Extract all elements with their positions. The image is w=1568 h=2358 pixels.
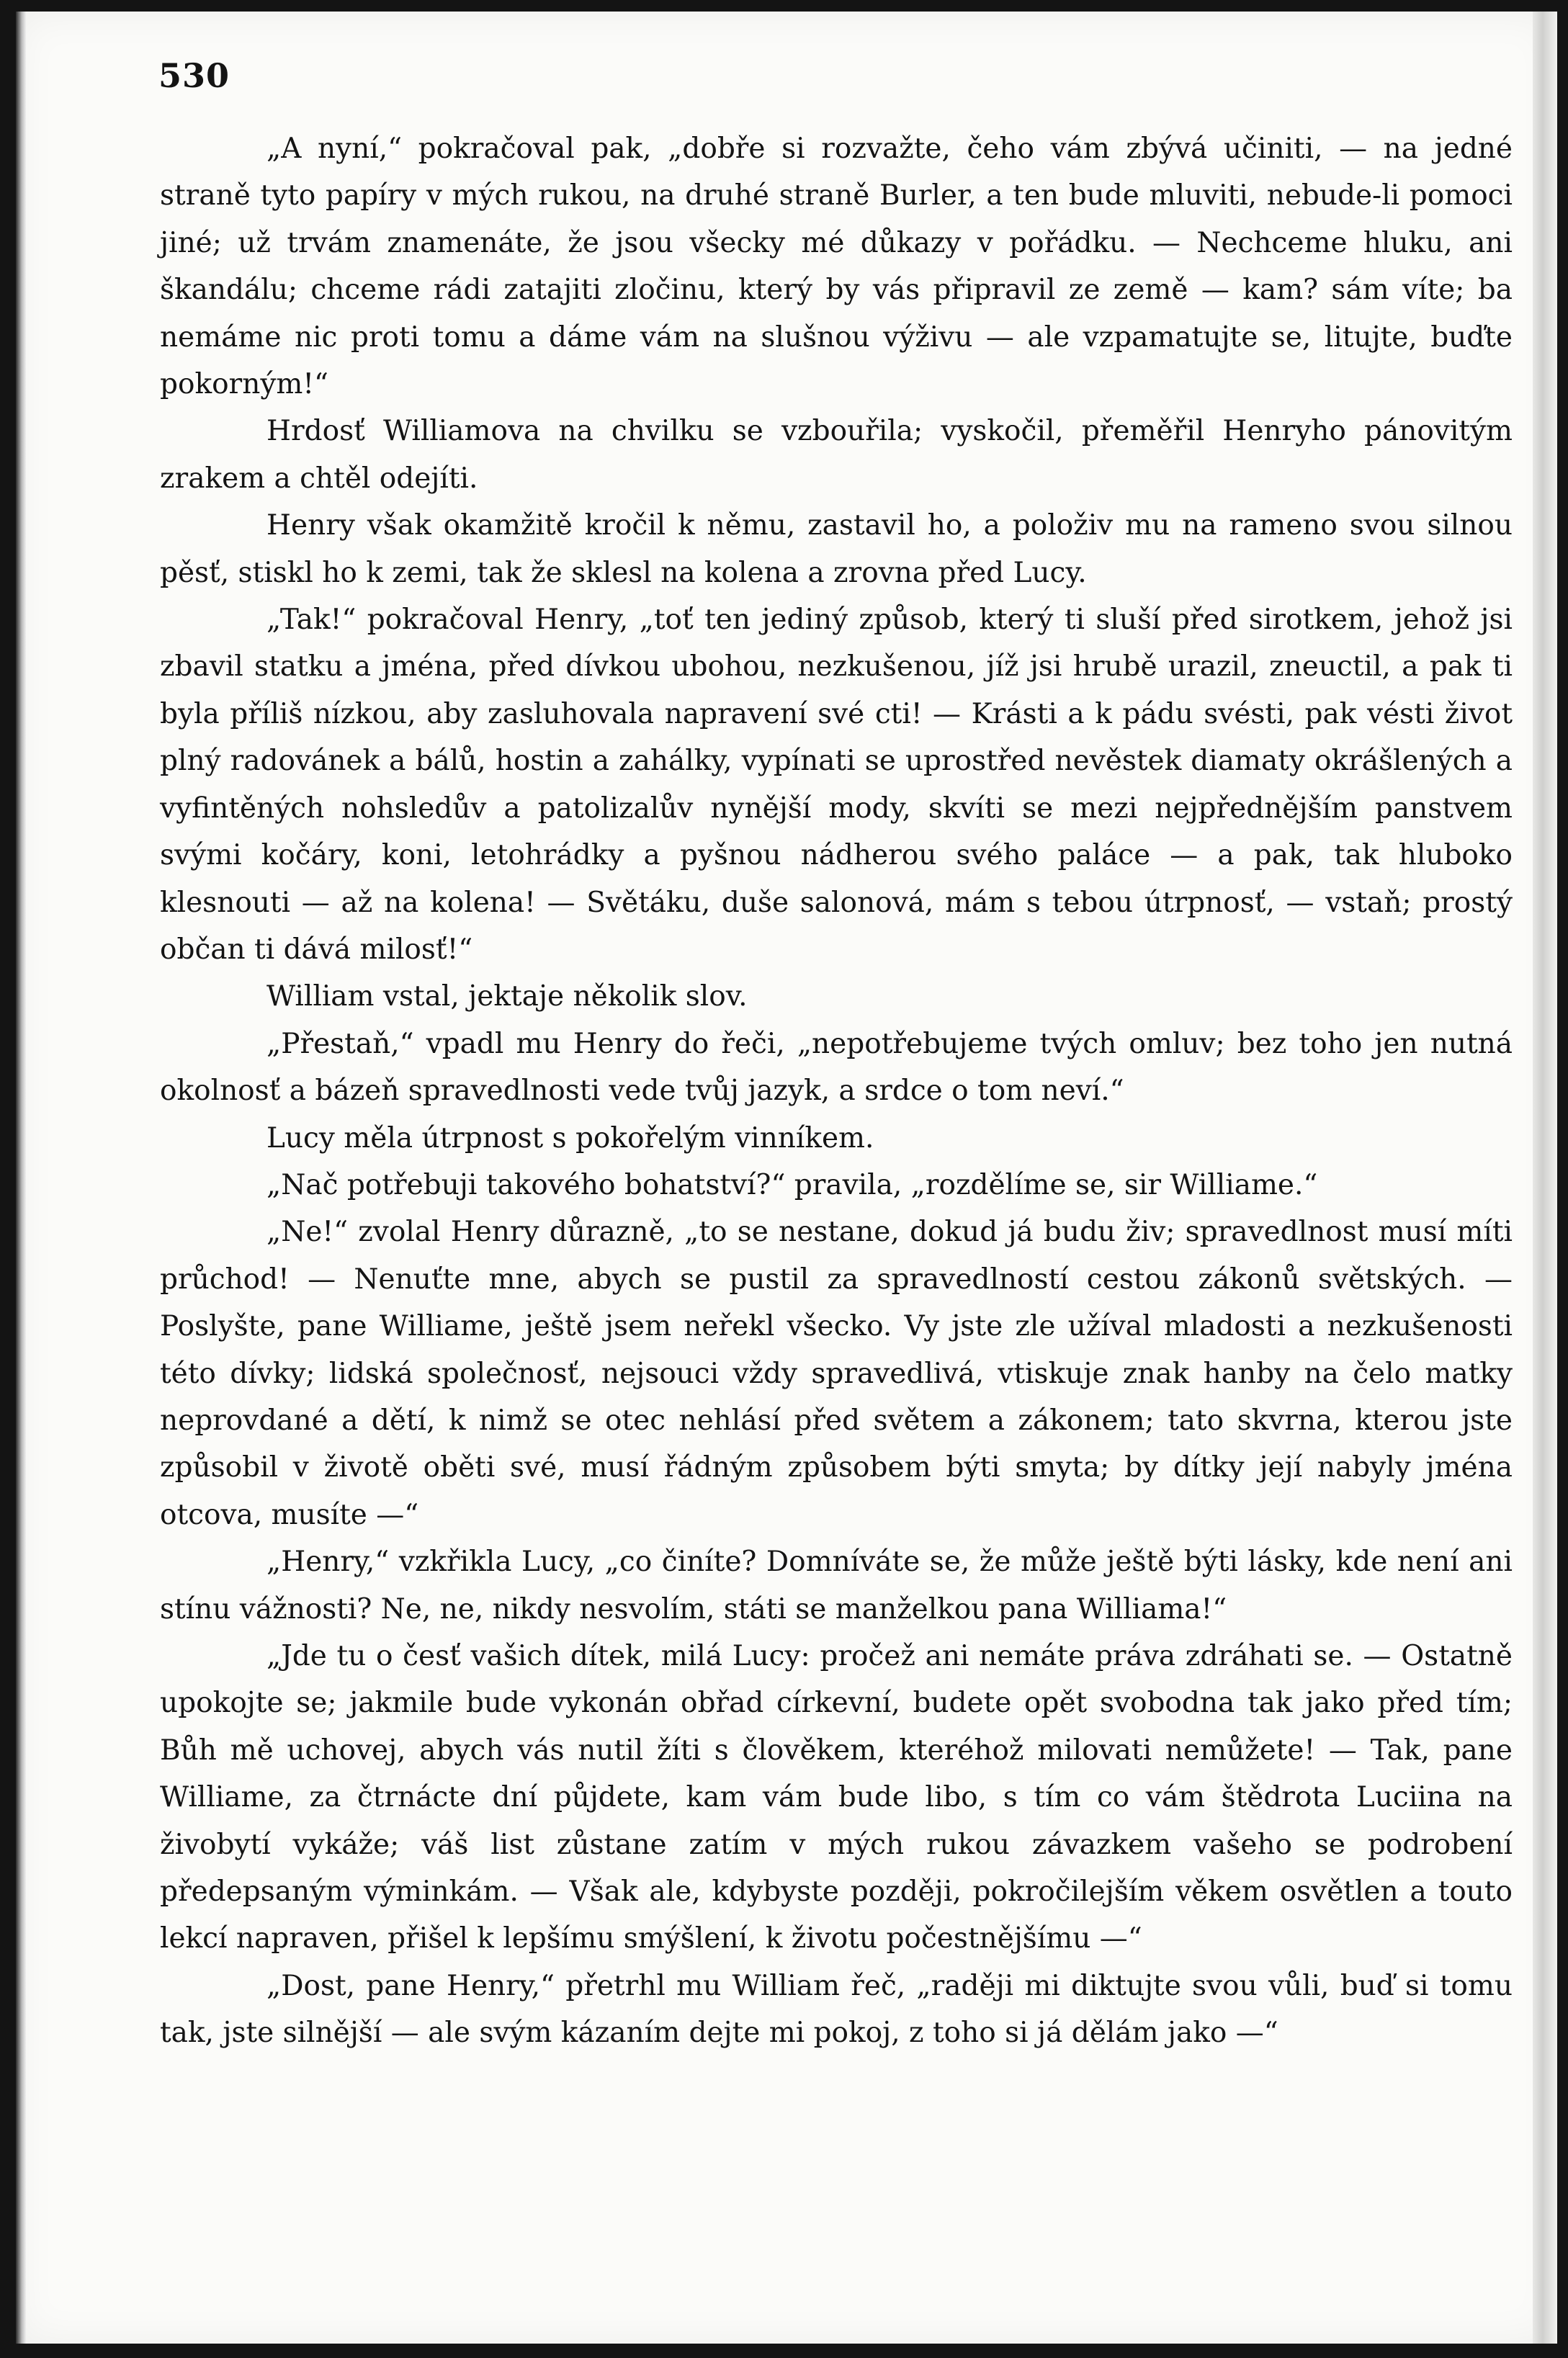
paragraph: „A nyní,“ pokračoval pak, „dobře si rozvažte, čeho vám zbývá učiniti, — na jedné straně tyto papíry v mých rukou, na druhé straně Burler, a ten bude mluviti, nebude-li pomoci jiné; už trvám znamenáte, že jsou všecky mé důkazy v pořádku. — Nechceme hluku, ani škandálu; chceme rádi zatajiti zločinu, který by vás připravil ze země — kam? sám víte; ba nemáme nic proti tomu a dáme vám na slušnou výživu — ale vzpamatujte se, litujte, buďte pokorným!“: [160, 133, 1513, 401]
paragraph: „Nač potřebuji takového bohatství?“ pravila, „rozdělíme se, sir Williame.“: [266, 1168, 1318, 1201]
paragraph: William vstal, jektaje několik slov.: [266, 980, 748, 1013]
body-text: [160, 125, 1513, 2057]
paragraph: „Henry,“ vzkřikla Lucy, „co činíte? Domníváte se, že může ještě býti lásky, kde není ani stínu vážnosti? Ne, ne, nikdy nesvolím, státi se manželkou pana Williama!“: [160, 1546, 1513, 1626]
paragraph: „Ne!“ zvolal Henry důrazně, „to se nestane, dokud já budu živ; spravedlnost musí míti průchod! — Nenuťte mne, abych se pustil za spravedlností cestou zákonů světských. — Poslyšte, pane Williame, ještě jsem neřekl všecko. Vy jste zle užíval mladosti a nezkušenosti této dívky; lidská společnosť, nejsouci vždy spravedlivá, vtiskuje znak hanby na čelo matky neprovdané a dětí, k nimž se otec nehlásí před světem a zákonem; tato skvrna, kterou jste způsobil v životě oběti své, musí řádným způsobem býti smyta; by dítky její nabyly jména otcova, musíte —“: [160, 1216, 1513, 1531]
paragraph: Lucy měla útrpnost s pokořelým vinníkem.: [266, 1121, 874, 1155]
paragraph: „Dost, pane Henry,“ přetrhl mu William řeč, „raději mi diktujte svou vůli, buď si tomu tak, jste silnější — ale svým kázaním dejte mi pokoj, z toho si já dělám jako —“: [160, 1969, 1513, 2050]
paragraph: Hrdosť Williamova na chvilku se vzbouřila; vyskočil, přeměřil Henryho pánovitým zrakem a chtěl odejíti.: [160, 415, 1513, 495]
paragraph: „Přestaň,“ vpadl mu Henry do řeči, „nepotřebujeme tvých omluv; bez toho jen nutná okolnosť a bázeň spravedlnosti vede tvůj jazyk, a srdce o tom neví.“: [160, 1027, 1513, 1108]
paragraph: „Tak!“ pokračoval Henry, „toť ten jediný způsob, který ti sluší před sirotkem, jehož jsi zbavil statku a jména, před dívkou ubohou, nezkušenou, jíž jsi hrubě urazil, zneuctil, a pak ti byla příliš nízkou, aby zasluhovala napravení své cti! — Krásti a k pádu svésti, pak vésti život plný radovánek a bálů, hostin a zahálky, vypínati se uprostřed nevěstek diamaty okrášlených a vyfintěných nohsledův a patolizalův nynější mody, skvíti se mezi nejpřednějším panstvem svými kočáry, koni, letohrádky a pyšnou nádherou svého paláce — a pak, tak hluboko klesnouti — až na kolena! — Světáku, duše salonová, mám s tebou útrpnosť, — vstaň; prostý občan ti dává milosť!“: [160, 604, 1513, 966]
page-left-edge: [16, 12, 26, 2344]
page-right-edge: [1533, 12, 1557, 2344]
paragraph: Henry však okamžitě kročil k němu, zastavil ho, a položiv mu na rameno svou silnou pěsť, stiskl ho k zemi, tak že sklesl na kolena a zrovna před Lucy.: [160, 509, 1513, 589]
paragraph: „Jde tu o česť vašich dítek, milá Lucy: pročež ani nemáte práva zdráhati se. — Ostatně upokojte se; jakmile bude vykonán obřad církevní, budete opět svobodna tak jako před tím; Bůh mě uchovej, abych vás nutil žíti s člověkem, kteréhož milovati nemůžete! — Tak, pane Williame, za čtrnácte dní půjdete, kam vám bude libo, s tím co vám štědrota Luciina na živobytí vykáže; váš list zůstane zatím v mých rukou závazkem vašeho se podrobení předepsaným výminkám. — Však ale, kdybyste později, pokročilejším věkem osvětlen a touto lekcí napraven, přišel k lepšímu smýšlení, k životu počestnějšímu —“: [160, 1640, 1513, 1955]
page-number: 530: [158, 56, 230, 95]
